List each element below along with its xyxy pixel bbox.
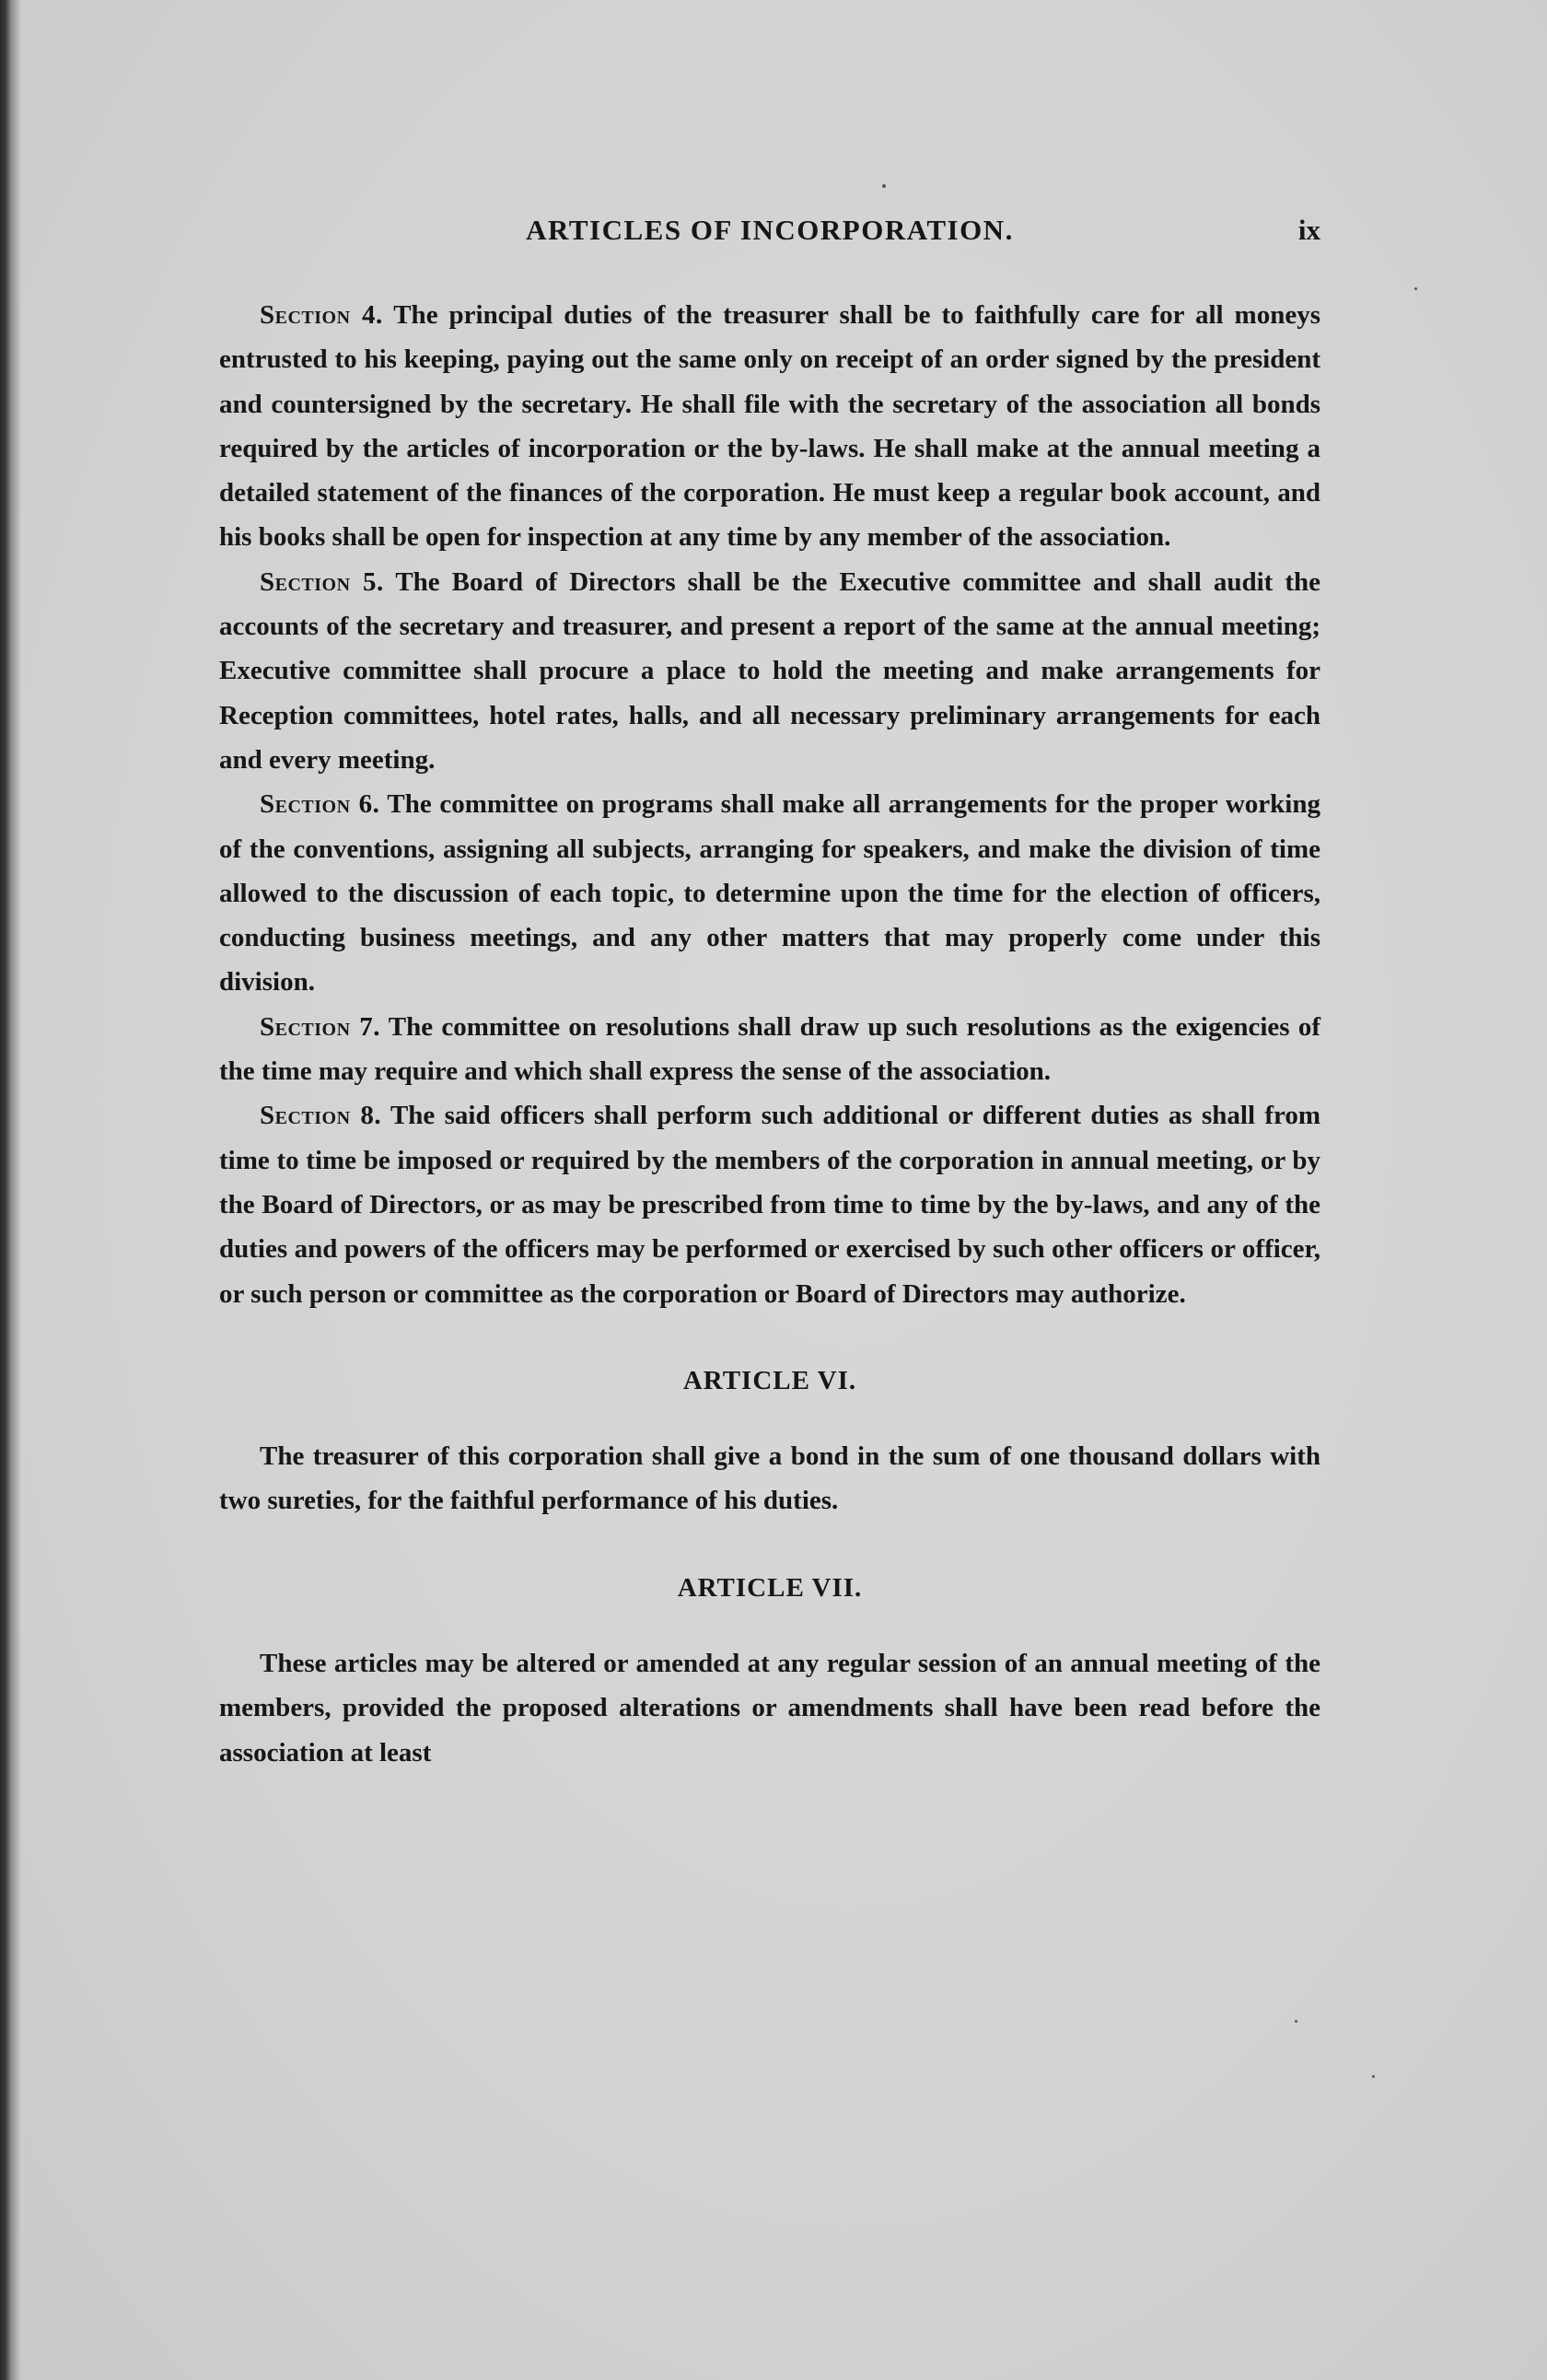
article-vi-heading: ARTICLE VI.	[682, 1365, 857, 1395]
section-5-text: The Board of Directors shall be the Executive committee and shall audit the accounts of the secretary and treasurer, and present a report of the same at the annual meeting; Executive committee shall procure a place to hold the meeting and make arrangements for Reception committees, hotel rates, halls, and all necessary preliminary arrangements for each and every meeting.	[219, 566, 1320, 775]
section-8-text: The said officers shall perform such additional or different duties as shall from time to time be imposed or required by the members of the corporation in annual meeting, or by the Board of Directors, or as may be prescribed from time to time by the by-laws, and any of the duties and powers of the officers may be performed or exercised by such other officers or officer, or such person or committee as the corporation or Board of Directors may authorize.	[219, 1101, 1320, 1309]
section-5-paragraph	[219, 560, 1320, 782]
section-5-label: Section 5.	[260, 566, 384, 597]
section-6-paragraph	[219, 782, 1320, 1004]
section-4-text: The principal duties of the treasurer shall be to faithfully care for all moneys entrusted to his keeping, paying out the same only on receipt of an order signed by the president and countersigned by the secretary. He shall file with the secretary of the association all bonds required by the articles of incorporation or the by-laws. He shall make at the annual meeting a detailed statement of the finances of the corporation. He must keep a regular book account, and his books shall be open for inspection at any time by any member of the association.	[219, 300, 1320, 553]
article-vii-heading: ARTICLE VII.	[677, 1572, 863, 1603]
body-text	[219, 293, 1320, 1775]
section-4-paragraph	[219, 293, 1320, 560]
section-4-label: Section 4.	[260, 300, 383, 330]
page-binding-edge	[0, 0, 20, 2380]
print-speck	[1414, 287, 1417, 290]
section-6-text: The committee on programs shall make all arrangements for the proper working of the conventions, assigning all subjects, arranging for speakers, and make the division of time allowed to the discussion of each topic, to determine upon the time for the election of officers, conducting business meetings, and any other matters that may properly come under this division.	[219, 789, 1320, 998]
article-vi-paragraph: The treasurer of this corporation shall give a bond in the sum of one thousand dollars with two sureties, for the faithful performance of his duties.	[219, 1441, 1320, 1516]
page-number: ix	[1297, 214, 1320, 246]
print-speck	[882, 184, 886, 188]
print-speck	[1372, 2075, 1375, 2078]
section-7-label: Section 7.	[260, 1011, 381, 1042]
running-head-title: ARTICLES OF INCORPORATION.	[526, 214, 1014, 246]
section-6-label: Section 6.	[260, 789, 380, 820]
section-7-paragraph	[219, 1005, 1320, 1094]
article-vii-paragraph: These articles may be altered or amended at any regular session of an annual meeting of the members, provided the proposed alterations or amendments shall have been read before the association at least	[219, 1649, 1320, 1768]
section-8-paragraph	[219, 1093, 1320, 1315]
section-7-text: The committee on resolutions shall draw up such resolutions as the exigencies of the time may require and which shall express the sense of the association.	[219, 1011, 1320, 1087]
section-8-label: Section 8.	[260, 1101, 382, 1131]
print-speck	[1295, 2020, 1297, 2023]
running-head	[219, 214, 1320, 254]
